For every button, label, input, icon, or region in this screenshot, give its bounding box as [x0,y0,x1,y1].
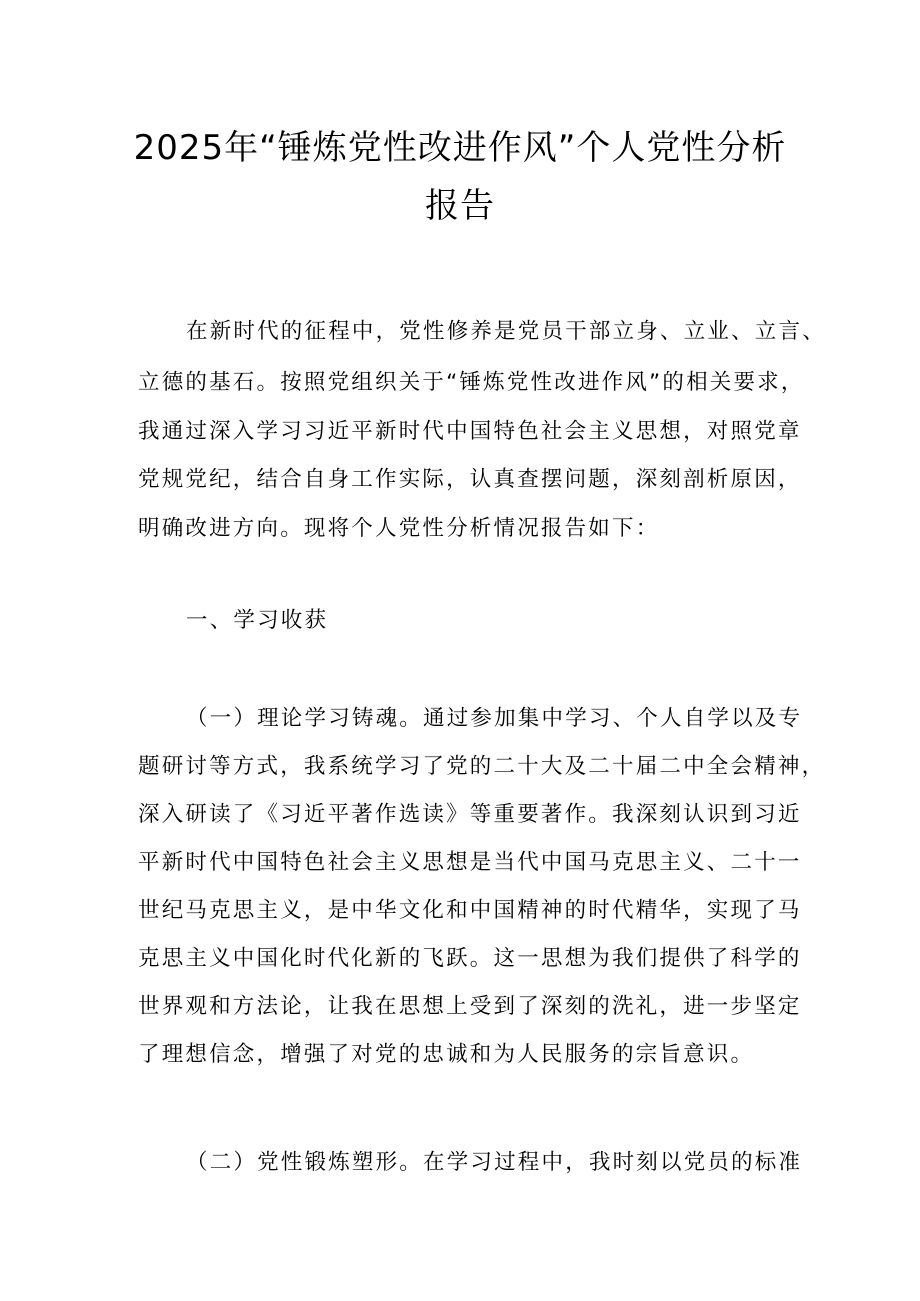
paragraph-2-line-3: 深入研读了《习近平著作选读》等重要著作。我深刻认识到习近 [138,802,802,827]
paragraph-1-line-4: 党规党纪，结合自身工作实际，认真查摆问题，深刻剖析原因， [138,467,802,492]
paragraph-3-line-1: （二）党性锻炼塑形。在学习过程中，我时刻以党员的标准 [186,1150,803,1175]
paragraph-1-line-5: 明确改进方向。现将个人党性分析情况报告如下： [138,516,660,541]
paragraph-2-line-7: 世界观和方法论，让我在思想上受到了深刻的洗礼，进一步坚定 [138,994,802,1019]
document-title-line-2: 报告 [425,186,495,226]
paragraph-2-line-1: （一）理论学习铸魂。通过参加集中学习、个人自学以及专 [186,706,803,731]
paragraph-1-line-3: 我通过深入学习习近平新时代中国特色社会主义思想，对照党章 [138,419,802,444]
paragraph-2-line-2: 题研讨等方式，我系统学习了党的二十大及二十届二中全会精神， [138,754,826,779]
paragraph-2-line-4: 平新时代中国特色社会主义思想是当代中国马克思主义、二十一 [138,850,802,875]
paragraph-1-line-1: 在新时代的征程中，党性修养是党员干部立身、立业、立言、 [186,319,826,344]
paragraph-2-line-6: 克思主义中国化时代化新的飞跃。这一思想为我们提供了科学的 [138,946,802,971]
document-title-line-1: 2025年“锤炼党性改进作风”个人党性分析 [133,128,787,168]
paragraph-2-line-5: 世纪马克思主义，是中华文化和中国精神的时代精华，实现了马 [138,898,802,923]
section-heading-1: 一、学习收获 [186,608,329,633]
paragraph-2-line-8: 了理想信念，增强了对党的忠诚和为人民服务的宗旨意识。 [138,1042,755,1067]
paragraph-1-line-2: 立德的基石。按照党组织关于“锤炼党性改进作风”的相关要求， [138,370,805,395]
